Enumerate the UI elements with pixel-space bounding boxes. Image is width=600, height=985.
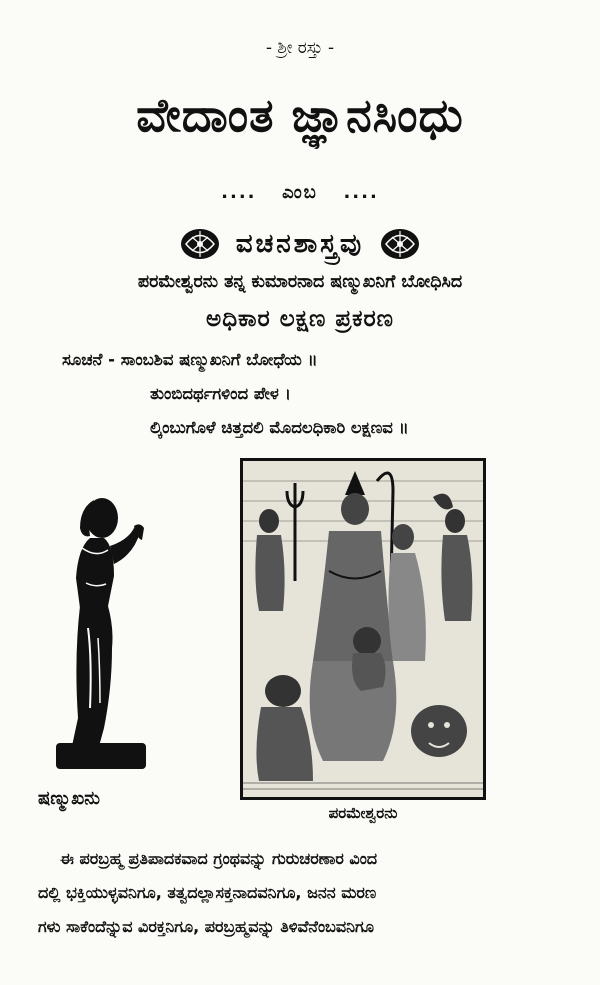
right-ornament-icon: [378, 225, 422, 263]
blessing-line: - ಶ್ರೀ ರಸ್ತು -: [265, 38, 335, 58]
embe-word: ಎಂಬ: [282, 182, 318, 203]
dots-right: ....: [343, 182, 379, 203]
paragraph-line-3: ಗಳು ಸಾಕೆಂದೆನ್ನುವ ವಿರಕ್ತನಿಗೂ, ಪರಬ್ರಹ್ಮವನ್ನು ತಿಳಿವೆನೆಂಬವನಿಗೂ: [38, 917, 374, 936]
embe-line: [0, 182, 600, 203]
verse-line-2: ತುಂಬಿದರ್ಥಗಳಿಂದ ಪೇಳ ।: [150, 384, 291, 403]
dots-left: ....: [221, 182, 257, 203]
parameshwara-illustration-image: [243, 461, 483, 797]
left-figure-caption: ಷಣ್ಮುಖನು: [38, 788, 101, 809]
right-figure-caption: ಪರಮೇಶ್ವರನು: [328, 804, 398, 822]
book-title: ವೇದಾಂತ ಜ್ಞಾನಸಿಂಧು: [136, 88, 464, 142]
shanmukha-figure-image: [50, 488, 150, 778]
verse-line-3: ಲ್ಕಿಂಬುಗೊಳೆ ಚಿತ್ತದಲಿ ಮೊದಲಧಿಕಾರಿ ಲಕ್ಷಣವ ॥: [150, 418, 409, 437]
paragraph-line-1: ಈ ಪರಬ್ರಹ್ಮ ಪ್ರತಿಪಾದಕವಾದ ಗ್ರಂಥವನ್ನು ಗುರುಚರಣಾರ ವಿಂದ: [60, 849, 378, 868]
subtitle-row: [0, 222, 600, 266]
section-heading: ಅಧಿಕಾರ ಲಕ್ಷಣ ಪ್ರಕರಣ: [206, 306, 394, 332]
left-ornament-icon: [178, 225, 222, 263]
paragraph-line-2: ದಲ್ಲಿ ಭಕ್ತಿಯುಳ್ಳವನಿಗೂ, ತತ್ವದಲ್ಲಾಸಕ್ತನಾದವನಿಗೂ, ಜನನ ಮರಣ: [38, 883, 377, 902]
verse-line-1: ಸೂಚನೆ - ಸಾಂಬಶಿವ ಷಣ್ಮುಖನಿಗೆ ಬೋಧೆಯ ॥: [62, 350, 318, 369]
parameshwara-plate: [240, 458, 486, 800]
body-paragraph: [38, 842, 568, 944]
intro-line: ಪರಮೇಶ್ವರನು ತನ್ನ ಕುಮಾರನಾದ ಷಣ್ಮುಖನಿಗೆ ಬೋಧಿಸಿದ: [137, 272, 463, 292]
subtitle: ವಚನಶಾಸ್ತ್ರವು: [235, 228, 365, 259]
